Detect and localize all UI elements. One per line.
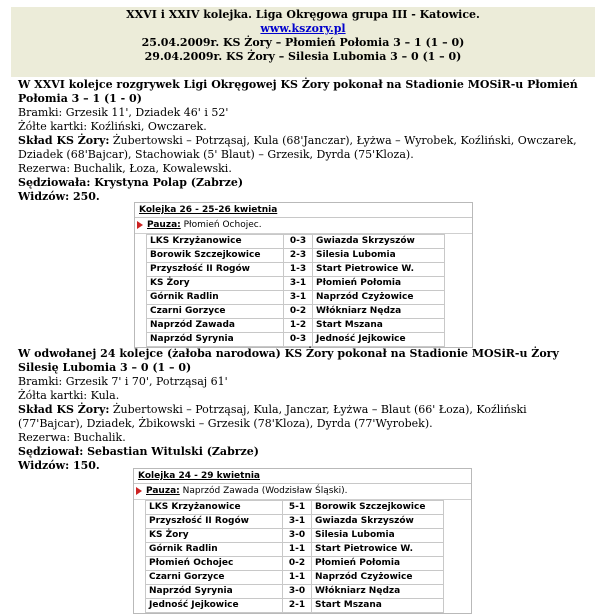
match-score: 3-1: [283, 515, 312, 529]
match-row: [146, 599, 444, 613]
website-link[interactable]: www.kszory.pl: [260, 22, 346, 35]
lineup-text: Żubertowski – Potrząsaj, Kula, Janczar, Łyżwa – Blaut (66' Łoza), Koźliński (77'Bajcar), Dziadek, Żbikowski – Grzesik (78'Kloza), Dyrda (77'Wyrobek).: [18, 403, 527, 430]
match-score: 3-0: [283, 585, 312, 599]
pause-label: Pauza:: [147, 220, 181, 230]
away-team: Borowik Szczejkowice: [312, 501, 444, 515]
match-score: 2-3: [284, 249, 313, 263]
report-referee: Sędziowała: Krystyna Polap (Zabrze): [18, 176, 244, 189]
pause-team: Płomień Ochojec.: [180, 220, 262, 230]
away-team: Włókniarz Nędza: [312, 585, 444, 599]
match-score: 0-3: [284, 333, 313, 347]
arrow-icon: [136, 487, 142, 495]
match-score: 3-0: [283, 529, 312, 543]
header-match-1: 25.04.2009r. KS Żory – Płomień Połomia 3 – 1 (1 – 0): [141, 36, 465, 49]
report-round-24: [18, 347, 594, 473]
match-row: [146, 571, 444, 585]
home-team: Borowik Szczejkowice: [147, 249, 284, 263]
match-row: [147, 249, 445, 263]
away-team: Start Pietrowice W.: [312, 543, 444, 557]
report-round-26: [18, 78, 594, 204]
away-team: Silesia Lubomia: [313, 249, 445, 263]
round-title[interactable]: Kolejka 26 - 25-26 kwietnia: [135, 203, 472, 218]
home-team: KS Żory: [146, 529, 283, 543]
away-team: Start Pietrowice W.: [313, 263, 445, 277]
away-team: Jedność Jejkowice: [313, 333, 445, 347]
home-team: Czarni Gorzyce: [147, 305, 284, 319]
report-cards: Żółta kartki: Kula.: [18, 389, 120, 402]
report-goals: Bramki: Grzesik 11', Dziadek 46' i 52': [18, 106, 229, 119]
match-score: 0-2: [283, 557, 312, 571]
report-lead: W XXVI kolejce rozgrywek Ligi Okręgowej KS Żory pokonał na Stadionie MOSiR-u Płomień Połomia 3 – 1 (1 - 0): [18, 78, 578, 105]
round-26-table: [134, 202, 473, 348]
results-table: [145, 500, 444, 613]
away-team: Włókniarz Nędza: [313, 305, 445, 319]
away-team: Płomień Połomia: [313, 277, 445, 291]
match-row: [146, 585, 444, 599]
match-row: [146, 557, 444, 571]
match-row: [147, 235, 445, 249]
match-score: 2-1: [283, 599, 312, 613]
match-score: 1-1: [283, 571, 312, 585]
match-score: 1-2: [284, 319, 313, 333]
home-team: Naprzód Zawada: [147, 319, 284, 333]
lineup-label: Skład KS Żory:: [18, 403, 110, 416]
header-title: XXVI i XXIV kolejka. Liga Okręgowa grupa III - Katowice.: [126, 8, 480, 21]
header-match-2: 29.04.2009r. KS Żory – Silesia Lubomia 3 – 0 (1 – 0): [144, 50, 462, 63]
home-team: Górnik Radlin: [147, 291, 284, 305]
home-team: Jedność Jejkowice: [146, 599, 283, 613]
home-team: Przyszłość II Rogów: [146, 515, 283, 529]
round-24-table: [133, 468, 472, 614]
home-team: Przyszłość II Rogów: [147, 263, 284, 277]
away-team: Naprzód Czyżowice: [312, 571, 444, 585]
match-score: 3-1: [284, 291, 313, 305]
pause-label: Pauza:: [146, 486, 180, 496]
match-row: [147, 305, 445, 319]
report-lineup: [18, 403, 594, 431]
pause-row: [134, 484, 471, 500]
away-team: Start Mszana: [313, 319, 445, 333]
report-cards: Żółte kartki: Koźliński, Owczarek.: [18, 120, 207, 133]
report-goals: Bramki: Grzesik 7' i 70', Potrząsaj 61': [18, 375, 228, 388]
report-referee: Sędziował: Sebastian Witulski (Zabrze): [18, 445, 260, 458]
home-team: Naprzód Syrynia: [146, 585, 283, 599]
match-score: 1-3: [284, 263, 313, 277]
report-reserve: Rezerwa: Buchalik, Łoza, Kowalewski.: [18, 162, 232, 175]
report-attendance: Widzów: 250.: [18, 190, 100, 203]
report-reserve: Rezerwa: Buchalik.: [18, 431, 126, 444]
pause-row: [135, 218, 472, 234]
match-row: [146, 529, 444, 543]
away-team: Naprzód Czyżowice: [313, 291, 445, 305]
away-team: Silesia Lubomia: [312, 529, 444, 543]
away-team: Gwiazda Skrzyszów: [312, 515, 444, 529]
home-team: LKS Krzyżanowice: [147, 235, 284, 249]
match-row: [147, 291, 445, 305]
match-row: [147, 319, 445, 333]
match-score: 0-2: [284, 305, 313, 319]
match-score: 1-1: [283, 543, 312, 557]
home-team: LKS Krzyżanowice: [146, 501, 283, 515]
round-title[interactable]: Kolejka 24 - 29 kwietnia: [134, 469, 471, 484]
match-row: [146, 501, 444, 515]
arrow-icon: [137, 221, 143, 229]
results-table: [146, 234, 445, 347]
home-team: Czarni Gorzyce: [146, 571, 283, 585]
pause-team: Naprzód Zawada (Wodzisław Śląski).: [179, 486, 348, 496]
match-row: [146, 543, 444, 557]
home-team: Naprzód Syrynia: [147, 333, 284, 347]
lineup-label: Skład KS Żory:: [18, 134, 110, 147]
away-team: Start Mszana: [312, 599, 444, 613]
home-team: KS Żory: [147, 277, 284, 291]
match-score: 5-1: [283, 501, 312, 515]
home-team: Płomień Ochojec: [146, 557, 283, 571]
report-attendance: Widzów: 150.: [18, 459, 100, 472]
away-team: Gwiazda Skrzyszów: [313, 235, 445, 249]
match-row: [147, 277, 445, 291]
lineup-text: Żubertowski – Potrząsaj, Kula (68'Janczar), Łyżwa – Wyrobek, Koźliński, Owczarek, Dziadek (68'Bajcar), Stachowiak (5' Blaut) – Grzesik, Dyrda (75'Kloza).: [18, 134, 577, 161]
home-team: Górnik Radlin: [146, 543, 283, 557]
report-lead: W odwołanej 24 kolejce (żałoba narodowa) KS Żory pokonał na Stadionie MOSiR-u Żory Silesię Lubomia 3 – 0 (1 – 0): [18, 347, 559, 374]
report-lineup: [18, 134, 594, 162]
away-team: Płomień Połomia: [312, 557, 444, 571]
header-box: [11, 7, 595, 77]
match-row: [147, 263, 445, 277]
match-row: [147, 333, 445, 347]
match-score: 0-3: [284, 235, 313, 249]
match-row: [146, 515, 444, 529]
match-score: 3-1: [284, 277, 313, 291]
